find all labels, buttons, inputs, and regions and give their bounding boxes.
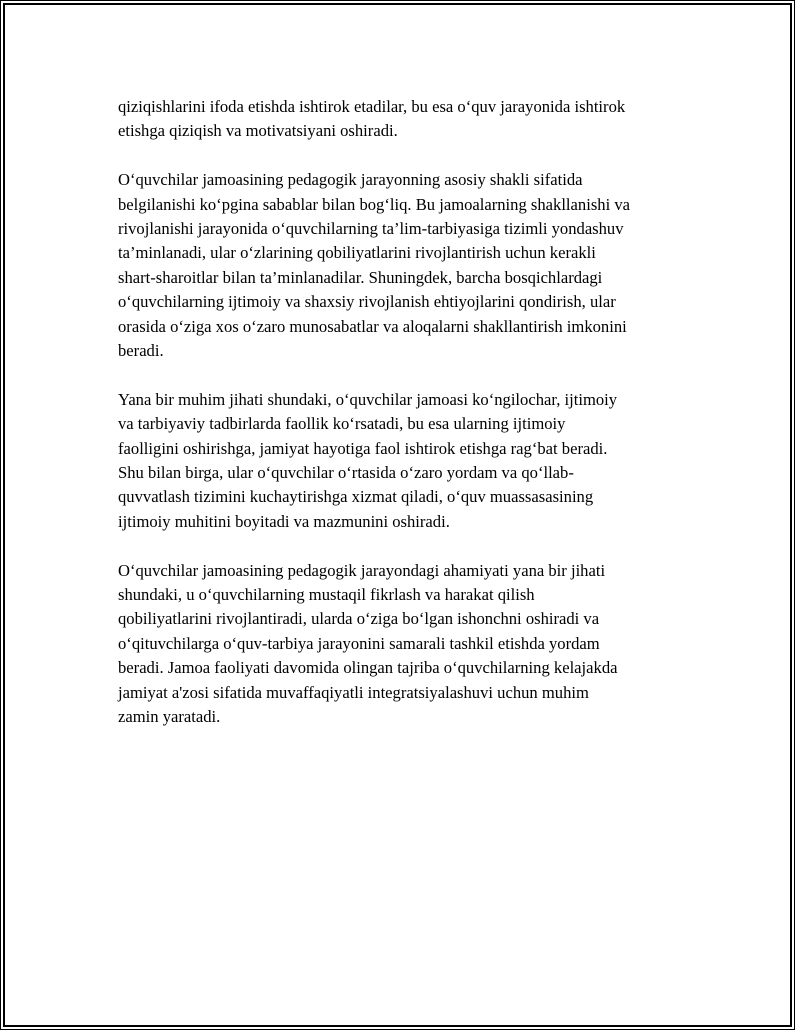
document-body bbox=[118, 95, 698, 754]
paragraph-4: O‘quvchilar jamoasining pedagogik jarayondagi ahamiyati yana bir jihati shundaki, u o‘quvchilarning mustaqil fikrlash va harakat qilish qobiliyatlarini rivojlantiradi, ularda o‘ziga bo‘lgan ishonchni oshiradi va o‘qituvchilarga o‘quv-tarbiya jarayonini samarali tashkil etishda yordam beradi. Jamoa faoliyati davomida olingan tajriba o‘quvchilarning kelajakda jamiyat a'zosi sifatida muvaffaqiyatli integratsiyalashuvi uchun muhim zamin yaratadi. bbox=[118, 560, 618, 727]
paragraph-1: qiziqishlarini ifoda etishda ishtirok etadilar, bu esa o‘quv jarayonida ishtirok etishga qiziqish va motivatsiyani oshiradi. bbox=[118, 97, 626, 141]
paragraph-3: Yana bir muhim jihati shundaki, o‘quvchilar jamoasi ko‘ngilochar, ijtimoiy va tarbiyaviy tadbirlarda faollik ko‘rsatadi, bu esa ularning ijtimoiy faolligini oshirishga, jamiyat hayotiga faol ishtirok etishga rag‘bat beradi. Shu bilan birga, ular o‘quvchilar o‘rtasida o‘zaro yordam va qo‘llab- quvvatlash tizimini kuchaytirishga xizmat qiladi, o‘quv muassasasining ijtimoiy muhitini boyitadi va mazmunini oshiradi. bbox=[118, 389, 618, 531]
paragraph-2: O‘quvchilar jamoasining pedagogik jarayonning asosiy shakli sifatida belgilanishi ko‘pgina sabablar bilan bog‘liq. Bu jamoalarning shakllanishi va rivojlanishi jarayonida o‘quvchilarning ta’lim-tarbiyasiga tizimli yondashuv ta’minlanadi, ular o‘zlarining qobiliyatlarini rivojlantirish uchun kerakli shart-sharoitlar bilan ta’minlanadilar. Shuningdek, barcha bosqichlardagi o‘quvchilarning ijtimoiy va shaxsiy rivojlanish ehtiyojlarini qondirish, ular orasida o‘ziga xos o‘zaro munosabatlar va aloqalarni shakllantirish imkonini beradi. bbox=[118, 170, 630, 361]
